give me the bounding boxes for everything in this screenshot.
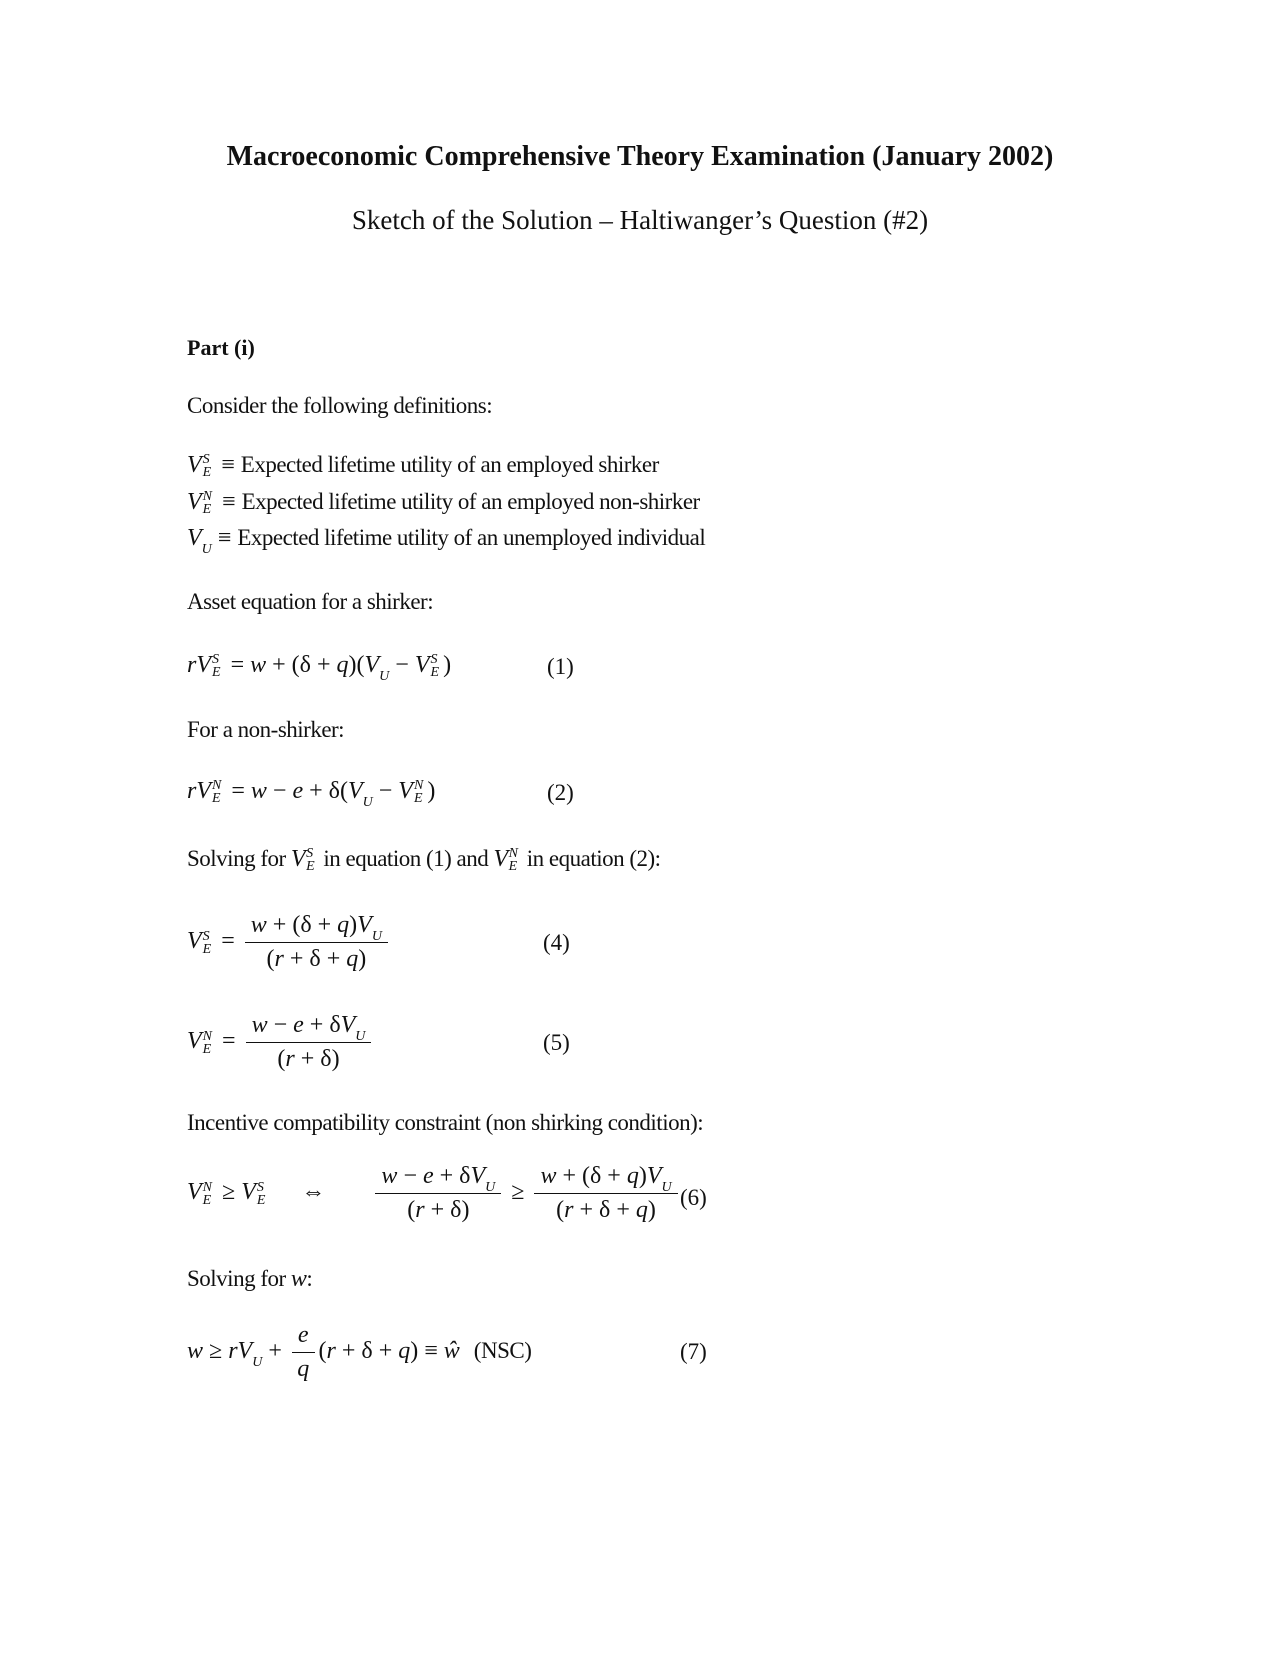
equation-number: (2) [547, 780, 574, 805]
asset-shirker-text: Asset equation for a shirker: [187, 589, 434, 614]
equation-6: V N E ≥ V S E ⇔ $\frac{w - e + \delta V_U}{(r + \delta)}$ ≥ $\frac{w + (\delta + q)V_U}{(r + \delta + q)}$ [187, 1163, 682, 1224]
document-title: Macroeconomic Comprehensive Theory Examination (January 2002) [226, 141, 1054, 172]
nsc-label: (NSC) [473, 1338, 532, 1364]
solving-post: in equation (2): [526, 846, 661, 871]
equation-number: (5) [543, 1030, 570, 1055]
definition-shirker: V S E ≡ Expected lifetime utility of an employed shirker [187, 452, 659, 481]
solving-mid: in equation (1) and [323, 846, 489, 871]
definition-sub: E [202, 502, 212, 518]
definition-symbol: V [187, 489, 202, 515]
equation-5: V N E = $\frac{w - e + \delta V_U}{(r + \delta)}$ [187, 1012, 375, 1073]
equation-number: (6) [680, 1185, 707, 1210]
solving-w-text: Solving for w: [187, 1266, 313, 1292]
part-heading: Part (i) [187, 335, 255, 360]
incentive-text: Incentive compatibility constraint (non shirking condition): [187, 1110, 704, 1135]
solving-w-label: Solving for [187, 1266, 286, 1291]
equation-number: (4) [543, 930, 570, 955]
document-subtitle: Sketch of the Solution – Haltiwanger’s Question (#2) [351, 205, 929, 235]
definition-unemployed: $V_U$ ≡ Expected lifetime utility of an unemployed individual [187, 525, 706, 557]
definition-desc: Expected lifetime utility of an employed shirker [240, 452, 659, 477]
equation-7: $w \ge rV_U$ + $\frac{e}{q}$ (r + δ + q) ≡ ŵ (NSC) [187, 1322, 532, 1382]
equation-4: V S E = $\frac{w + (\delta + q)V_U}{(r + \delta + q)}$ [187, 912, 392, 973]
definition-desc: Expected lifetime utility of an employed non-shirker [241, 489, 700, 514]
definition-symbol: V [187, 452, 202, 478]
definition-symbol: V [187, 525, 202, 551]
definition-sub: E [202, 465, 212, 481]
equation-2: rV N E = $w - e + \delta(V_U - V$ N E ) [187, 778, 436, 810]
definition-desc: Expected lifetime utility of an unemployed individual [237, 525, 706, 550]
definition-sub: U [201, 542, 212, 557]
equation-1: rV S E = $w + (\delta + q)(V_U - V$ S E ) [187, 652, 452, 684]
intro-text: Consider the following definitions: [187, 393, 493, 418]
solving-text: Solving for V S E in equation (1) and V N E in equation (2): [187, 846, 661, 875]
solving-pre: Solving for [187, 846, 286, 871]
non-shirker-text: For a non-shirker: [187, 717, 345, 742]
definition-sup: N [202, 489, 213, 505]
equation-number: (7) [680, 1339, 707, 1364]
equation-number: (1) [547, 654, 574, 679]
definition-non-shirker: V N E ≡ Expected lifetime utility of an employed non-shirker [187, 489, 700, 518]
definition-sup: S [202, 452, 210, 468]
